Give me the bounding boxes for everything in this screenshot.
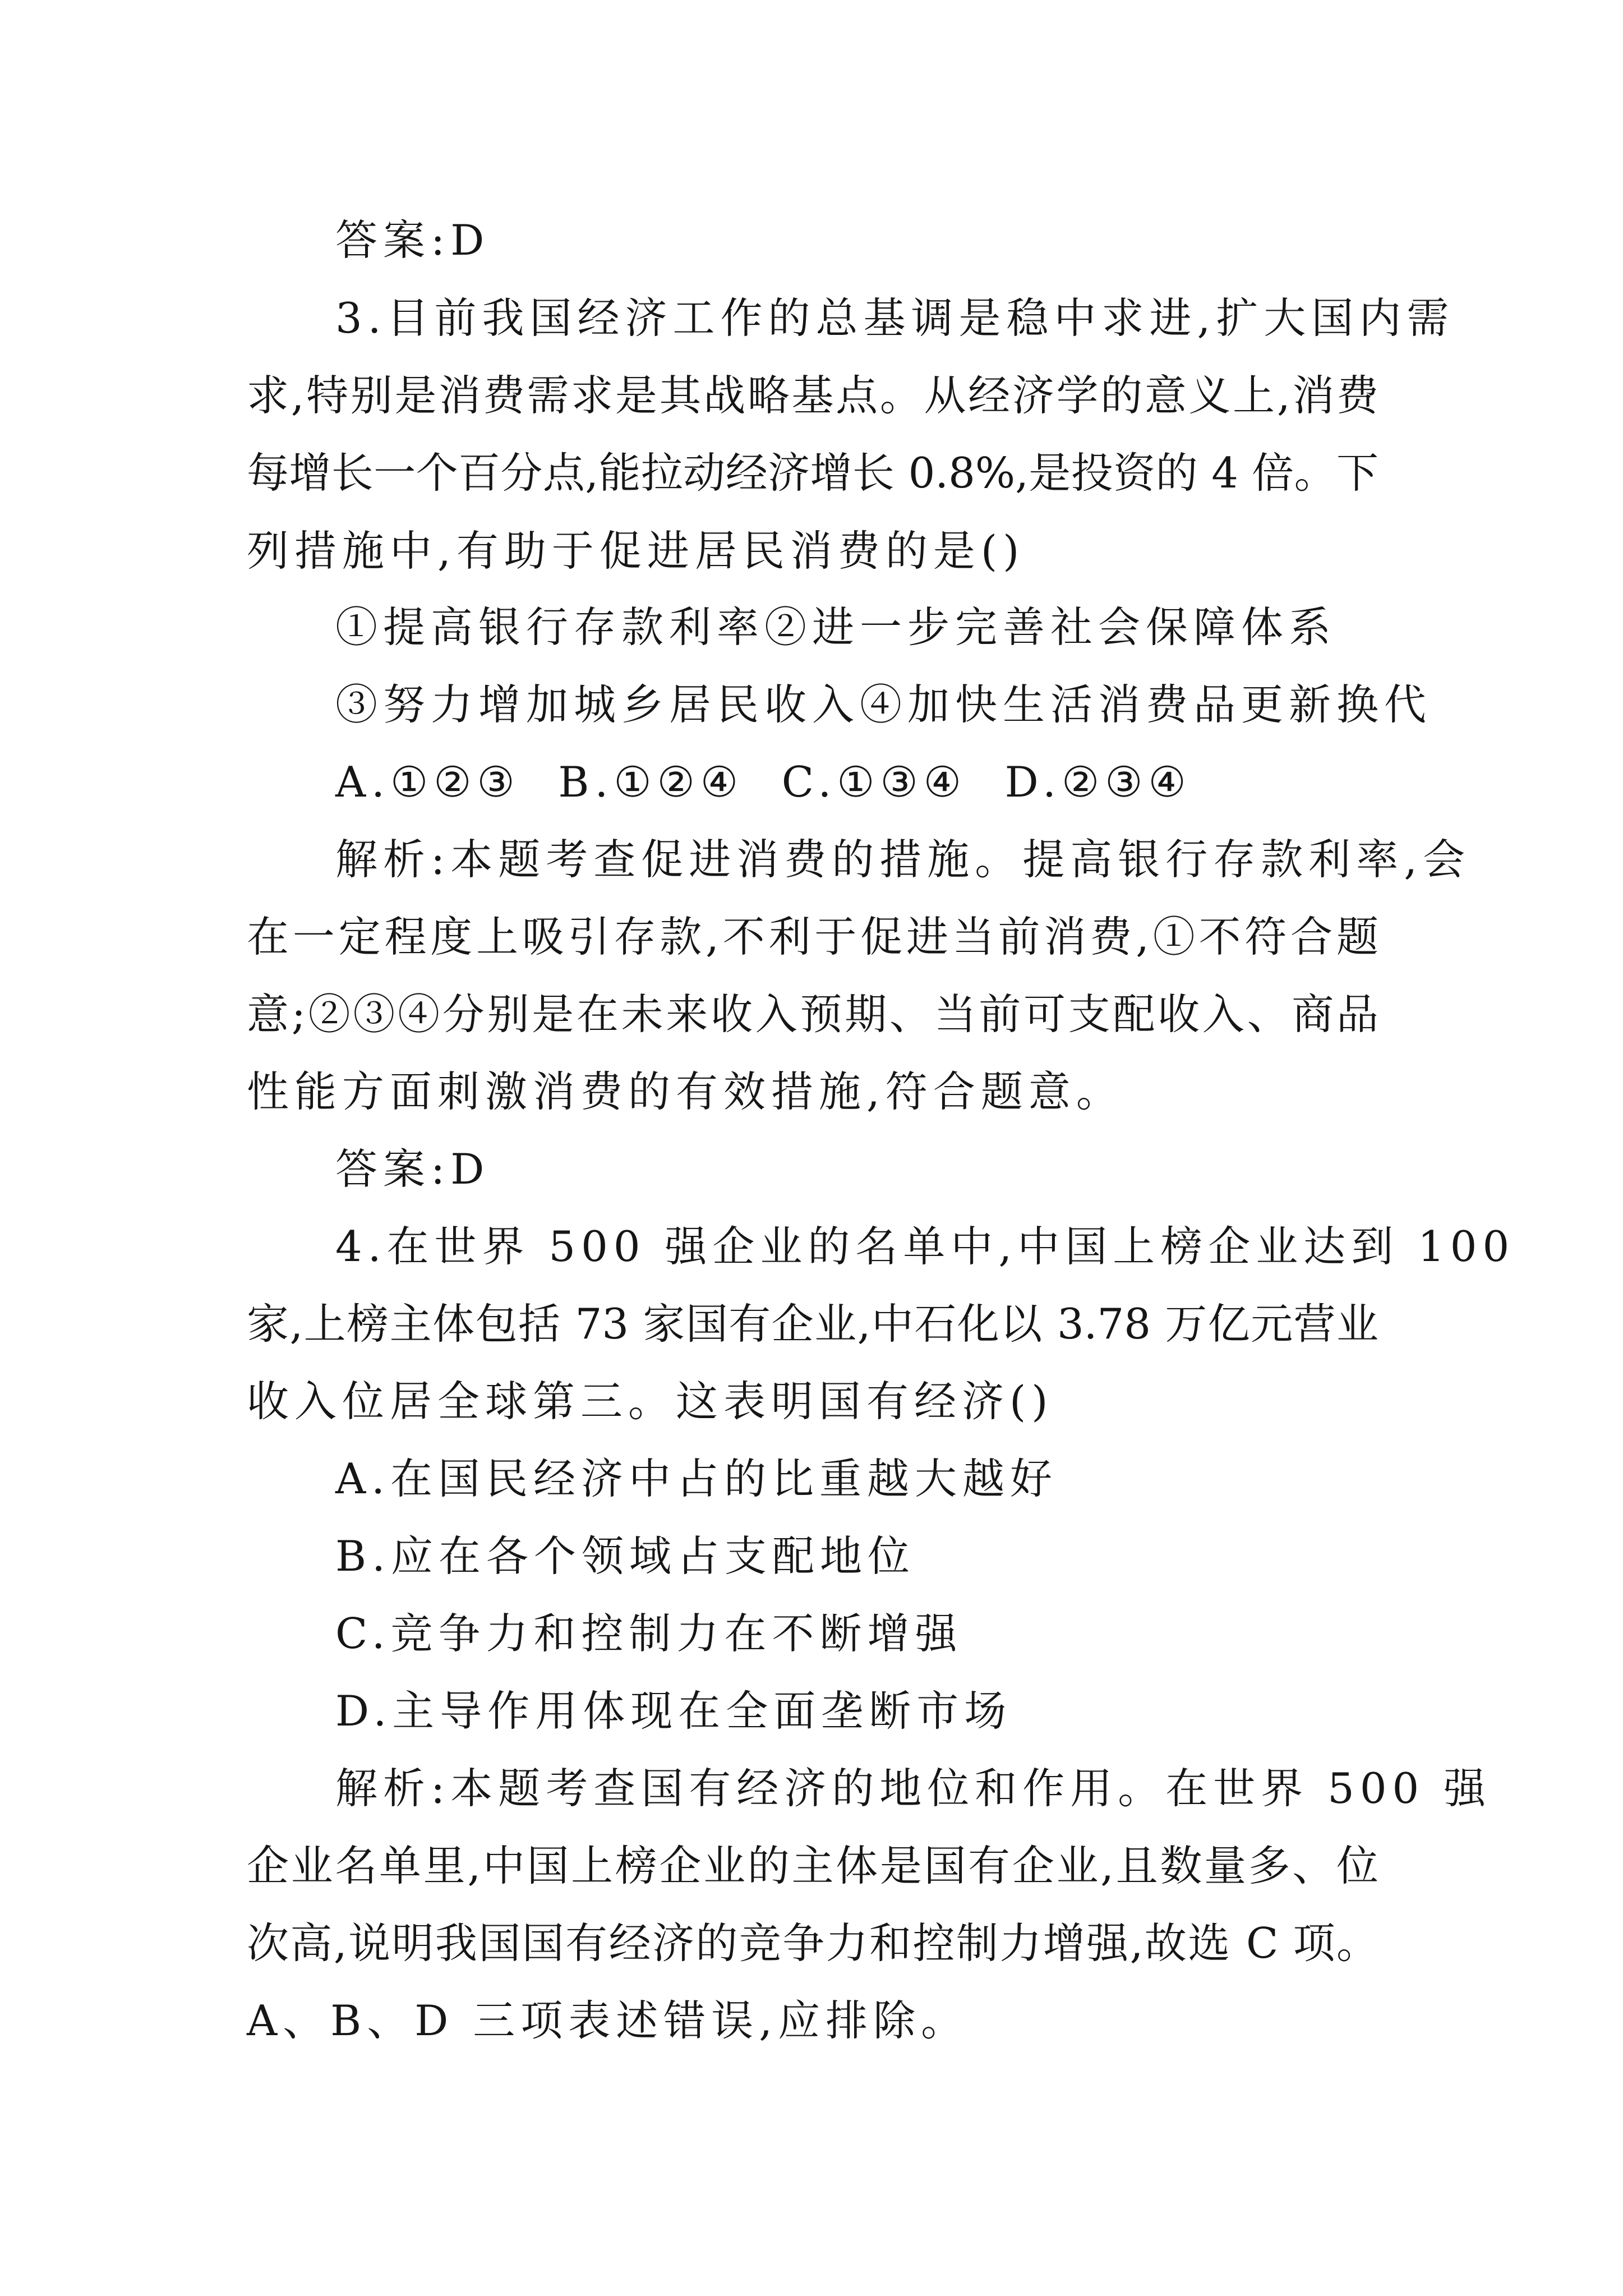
- answer-q2: 答案:D: [335, 215, 490, 265]
- analysis-q3-line-4: 性能方面刺激消费的有效措施,符合题意。: [247, 1067, 1124, 1116]
- question-4-line-2: 家,上榜主体包括 73 家国有企业,中石化以 3.78 万亿元营业: [247, 1299, 1378, 1349]
- question-3-line-4: 列措施中,有助于促进居民消费的是(): [247, 526, 1025, 576]
- question-3-line-2: 求,特别是消费需求是其战略基点。从经济学的意义上,消费: [247, 371, 1378, 420]
- analysis-q4-line-4: A、B、D 三项表述错误,应排除。: [247, 1996, 969, 2045]
- question-4-option-c: C.竞争力和控制力在不断增强: [335, 1609, 963, 1658]
- analysis-q3-line-2: 在一定程度上吸引存款,不利于促进当前消费,①不符合题: [247, 912, 1378, 961]
- analysis-q3-line-3: 意;②③④分别是在未来收入预期、当前可支配收入、商品: [247, 990, 1378, 1039]
- question-3-statements-1: ①提高银行存款利率②进一步完善社会保障体系: [335, 602, 1337, 652]
- question-4-option-a: A.在国民经济中占的比重越大越好: [335, 1454, 1058, 1503]
- question-4-option-b: B.应在各个领域占支配地位: [335, 1531, 915, 1581]
- analysis-q3-line-1: 解析:本题考查促进消费的措施。提高银行存款利率,会: [335, 835, 1471, 884]
- question-4-line-3: 收入位居全球第三。这表明国有经济(): [247, 1377, 1054, 1426]
- question-3-line-1: 3.目前我国经济工作的总基调是稳中求进,扩大国内需: [335, 293, 1455, 343]
- analysis-q4-line-1: 解析:本题考查国有经济的地位和作用。在世界 500 强: [335, 1764, 1492, 1813]
- question-4-option-d: D.主导作用体现在全面垄断市场: [335, 1686, 1012, 1736]
- answer-q3: 答案:D: [335, 1144, 490, 1194]
- question-4-line-1: 4.在世界 500 强企业的名单中,中国上榜企业达到 100: [335, 1222, 1515, 1271]
- question-3-statements-2: ③努力增加城乡居民收入④加快生活消费品更新换代: [335, 680, 1432, 729]
- analysis-q4-line-3: 次高,说明我国国有经济的竞争力和控制力增强,故选 C 项。: [247, 1918, 1378, 1968]
- question-3-options: A.①②③ B.①②④ C.①③④ D.②③④: [335, 757, 1192, 807]
- question-3-line-3: 每增长一个百分点,能拉动经济增长 0.8%,是投资的 4 倍。下: [247, 448, 1378, 498]
- analysis-q4-line-2: 企业名单里,中国上榜企业的主体是国有企业,且数量多、位: [247, 1841, 1378, 1890]
